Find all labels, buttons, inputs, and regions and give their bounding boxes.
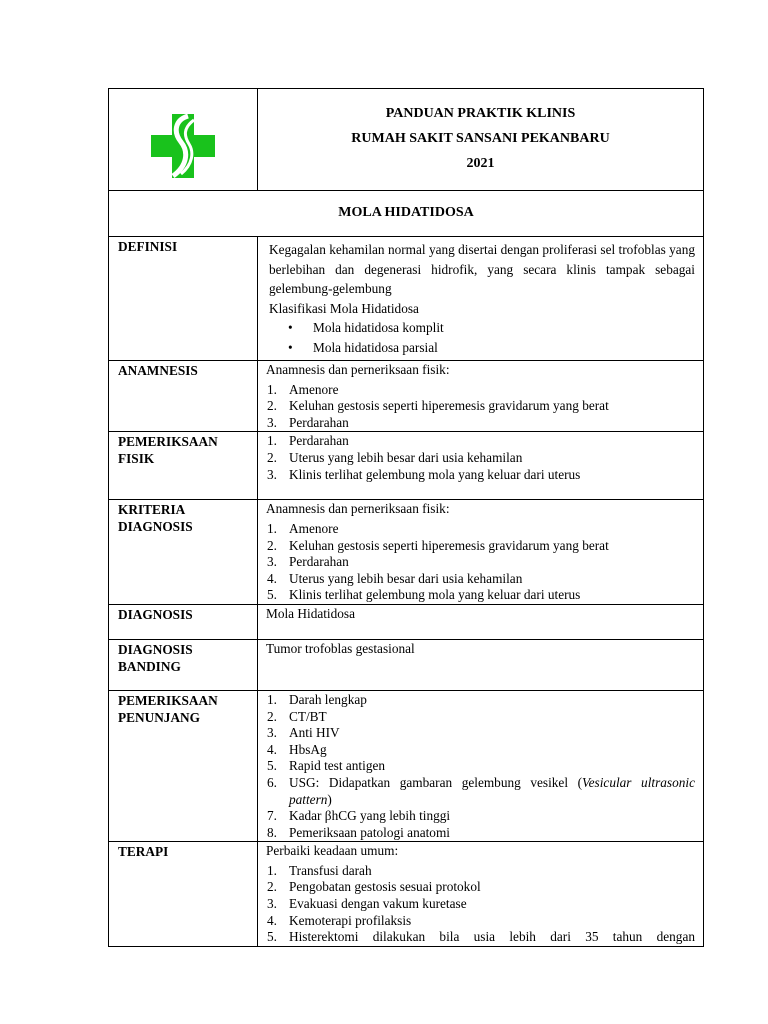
clinical-guideline-table (108, 88, 704, 947)
content-pemeriksaan-penunjang (258, 690, 704, 841)
year: 2021 (466, 156, 495, 171)
row-diagnosis (109, 604, 704, 639)
list-item: 3. Anti HIV (267, 725, 340, 741)
list-item: 2. Pengobatan gestosis sesuai protokol (267, 879, 481, 895)
list-item: 4. Kemoterapi profilaksis (267, 912, 412, 928)
document-title: MOLA HIDATIDOSA (109, 191, 704, 237)
content-pemeriksaan-fisik (258, 432, 704, 500)
list-item: 8. Pemeriksaan patologi anatomi (267, 824, 450, 840)
kriteria-intro: Anamnesis dan perneriksaan fisik: (266, 501, 450, 517)
logo-cell (109, 89, 258, 191)
guideline-heading: PANDUAN PRAKTIK KLINIS (385, 106, 576, 121)
label-pemeriksaan-fisik: PEMERIKSAAN FISIK (109, 432, 258, 500)
label-pemeriksaan-penunjang: PEMERIKSAAN PENUNJANG (109, 690, 258, 841)
label-terapi: TERAPI (109, 842, 258, 947)
list-item: 5. Rapid test antigen (267, 758, 386, 774)
terapi-intro: Perbaiki keadaan umum: (266, 843, 399, 859)
row-pemeriksaan-fisik (109, 432, 704, 500)
list-item: 2. CT/BT (267, 708, 327, 724)
terapi-list (266, 863, 695, 946)
label-definisi: DEFINISI (109, 237, 258, 361)
content-diagnosis-banding: Tumor trofoblas gestasional (258, 639, 704, 690)
list-item: 3. Perdarahan (267, 414, 349, 430)
list-item: 3. Evakuasi dengan vakum kuretase (267, 896, 467, 912)
row-definisi (109, 237, 704, 361)
kriteria-list (266, 521, 695, 604)
penunjang-list (266, 692, 695, 841)
list-item: 2. Keluhan gestosis seperti hiperemesis gravidarum yang berat (267, 398, 609, 414)
klasifikasi-heading: Klasifikasi Mola Hidatidosa (269, 300, 419, 316)
hospital-cross-logo-icon (151, 114, 215, 178)
label-anamnesis: ANAMNESIS (109, 361, 258, 432)
list-item: 3. Perdarahan (267, 554, 349, 570)
title-row (109, 191, 704, 237)
list-item: 1. Amenore (267, 381, 339, 397)
label-diagnosis-banding: DIAGNOSIS BANDING (109, 639, 258, 690)
list-item: 1. Transfusi darah (267, 862, 372, 878)
hospital-name: RUMAH SAKIT SANSANI PEKANBARU (351, 131, 610, 146)
anamnesis-list (266, 382, 695, 432)
list-item: 6. USG: Didapatkan gambaran gelembung vesikel (Vesicular ultrasonic pattern) (267, 774, 695, 807)
content-definisi (258, 237, 704, 361)
list-item: 5. Histerektomi dilakukan bila usia lebih dari 35 tahun dengan (267, 929, 695, 945)
row-kriteria-diagnosis (109, 500, 704, 605)
list-item: 4. Uterus yang lebih besar dari usia kehamilan (267, 570, 523, 586)
definisi-text: Kegagalan kehamilan normal yang disertai dengan proliferasi sel trofoblas yang berlebihan dan degenerasi hidrofik, yang secara klinis tampak sebagai gelembung-gelembung (269, 242, 695, 296)
content-terapi (258, 842, 704, 947)
content-anamnesis (258, 361, 704, 432)
header-cell (258, 89, 704, 191)
list-item: 2. Uterus yang lebih besar dari usia kehamilan (267, 449, 523, 465)
list-item: • Mola hidatidosa komplit (288, 320, 444, 335)
klasifikasi-list (266, 318, 695, 358)
row-diagnosis-banding (109, 639, 704, 690)
list-item: 5. Klinis terlihat gelembung mola yang keluar dari uterus (267, 587, 581, 603)
content-diagnosis: Mola Hidatidosa (258, 604, 704, 639)
list-item: 2. Keluhan gestosis seperti hiperemesis gravidarum yang berat (267, 537, 609, 553)
list-item: 1. Darah lengkap (267, 691, 367, 707)
list-item: • Mola hidatidosa parsial (288, 340, 438, 355)
row-pemeriksaan-penunjang (109, 690, 704, 841)
content-kriteria-diagnosis (258, 500, 704, 605)
list-item: 1. Amenore (267, 520, 339, 536)
header-row (109, 89, 704, 191)
list-item: 1. Perdarahan (267, 433, 349, 449)
list-item: 7. Kadar βhCG yang lebih tinggi (267, 808, 451, 824)
label-kriteria-diagnosis: KRITERIA DIAGNOSIS (109, 500, 258, 605)
anamnesis-intro: Anamnesis dan perneriksaan fisik: (266, 362, 450, 377)
pemeriksaan-fisik-list (266, 433, 695, 483)
list-item: 4. HbsAg (267, 741, 327, 757)
label-diagnosis: DIAGNOSIS (109, 604, 258, 639)
row-terapi (109, 842, 704, 947)
list-item: 3. Klinis terlihat gelembung mola yang keluar dari uterus (267, 466, 581, 482)
row-anamnesis (109, 361, 704, 432)
